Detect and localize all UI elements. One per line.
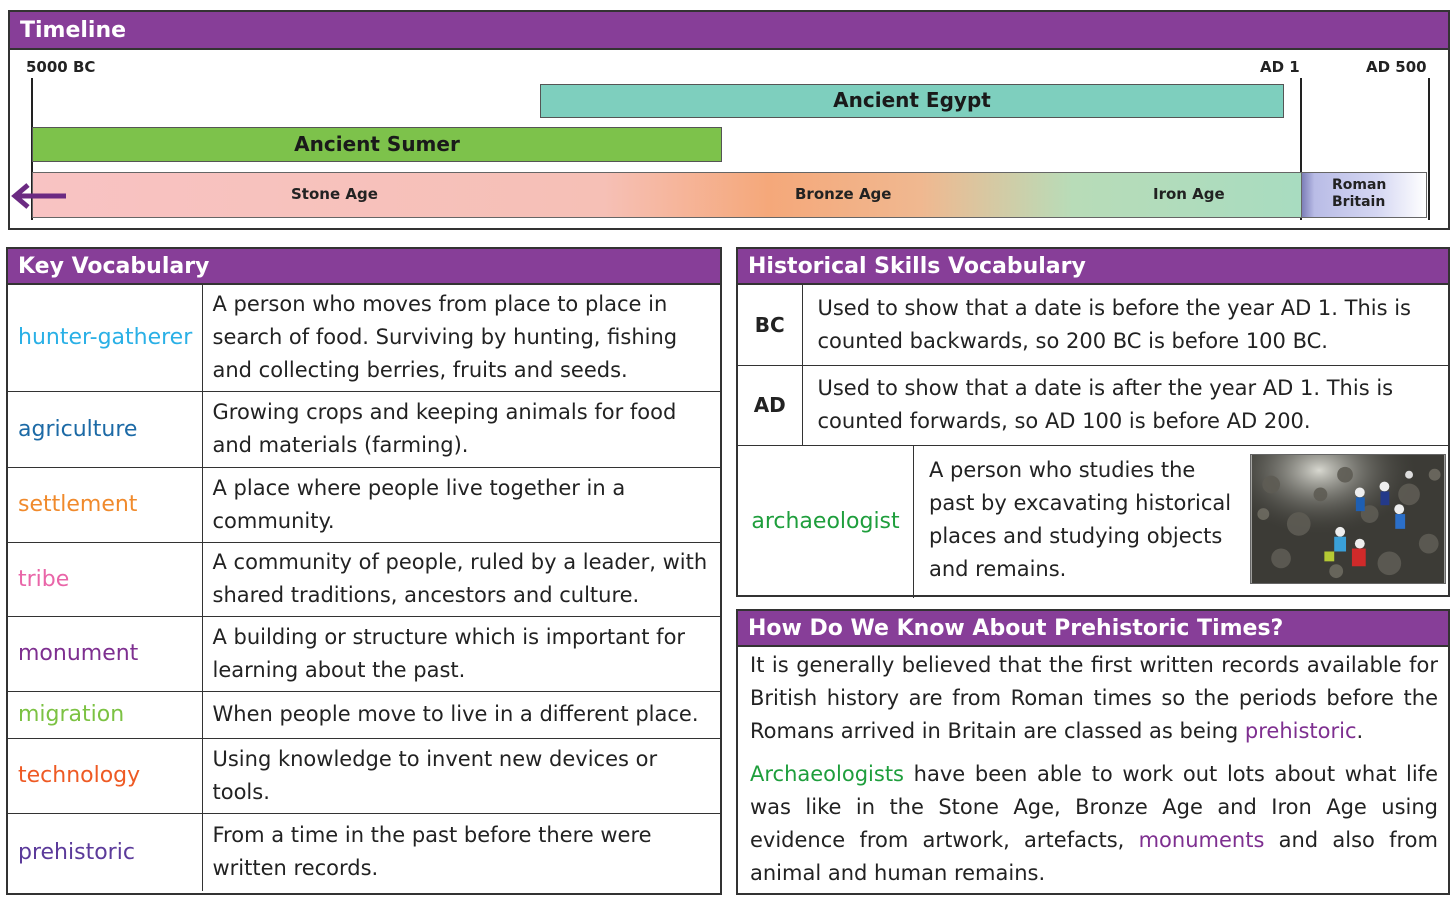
vocab-definition: When people move to live in a different place. bbox=[202, 691, 720, 738]
ancient-sumer-label: Ancient Sumer bbox=[294, 132, 460, 156]
table-row bbox=[8, 691, 720, 738]
key-vocabulary-panel bbox=[6, 247, 722, 895]
table-row bbox=[8, 285, 720, 391]
archaeologist-definition: A person who studies the past by excavating historical places and studying objects and remains. bbox=[929, 457, 1232, 581]
vocab-term: agriculture bbox=[8, 391, 202, 467]
timeline-end-label: AD 500 bbox=[1366, 58, 1427, 76]
ad-definition: Used to show that a date is after the year AD 1. This is counted forwards, so AD 100 is before AD 200. bbox=[802, 365, 1448, 445]
timeline-end-line bbox=[1428, 78, 1430, 220]
stone-age-label: Stone Age bbox=[291, 185, 378, 203]
roman-label-line2: Britain bbox=[1332, 194, 1386, 210]
vocab-term: migration bbox=[8, 691, 202, 738]
vocab-definition: A person who moves from place to place in search of food. Surviving by hunting, fishing and collecting berries, fruits and seeds. bbox=[202, 285, 720, 391]
vocab-term: hunter-gatherer bbox=[8, 285, 202, 391]
paragraph-1 bbox=[738, 649, 1448, 748]
archaeologists-highlight: Archaeologists bbox=[750, 762, 904, 786]
iron-age-label: Iron Age bbox=[1153, 185, 1225, 203]
table-row bbox=[8, 467, 720, 542]
table-row bbox=[8, 813, 720, 891]
table-row bbox=[738, 285, 1448, 365]
excavation-photo bbox=[1250, 454, 1446, 584]
vocab-definition: Growing crops and keeping animals for food and materials (farming). bbox=[202, 391, 720, 467]
vocab-definition: Using knowledge to invent new devices or tools. bbox=[202, 738, 720, 813]
table-row bbox=[738, 365, 1448, 445]
how-do-we-know-panel bbox=[736, 609, 1450, 895]
back-arrow-icon bbox=[10, 182, 70, 210]
key-vocabulary-title: Key Vocabulary bbox=[8, 249, 720, 285]
timeline-start-label: 5000 BC bbox=[26, 58, 96, 76]
bc-term: BC bbox=[738, 285, 802, 365]
para1-text: It is generally believed that the first written records available for British history are from Roman times so the periods before the Romans arrived in Britain are classed as being bbox=[750, 653, 1438, 743]
ancient-egypt-label: Ancient Egypt bbox=[833, 88, 991, 112]
vocab-term: prehistoric bbox=[8, 813, 202, 891]
vocab-definition: From a time in the past before there were written records. bbox=[212, 823, 652, 881]
roman-britain-box bbox=[1301, 172, 1427, 218]
vocab-term: settlement bbox=[8, 467, 202, 542]
ages-bar bbox=[32, 172, 1302, 218]
key-vocabulary-table bbox=[8, 285, 720, 891]
table-row bbox=[8, 616, 720, 691]
bronze-age-label: Bronze Age bbox=[795, 185, 892, 203]
para1-end: . bbox=[1356, 719, 1364, 743]
roman-label-line1: Roman bbox=[1332, 177, 1387, 193]
bc-definition: Used to show that a date is before the year AD 1. This is counted backwards, so 200 BC is before 100 BC. bbox=[802, 285, 1448, 365]
para2-end: and also from animal and human remains. bbox=[750, 828, 1438, 885]
vocab-term: monument bbox=[8, 616, 202, 691]
monuments-highlight: monuments bbox=[1138, 828, 1265, 852]
table-row bbox=[8, 738, 720, 813]
vocab-term: tribe bbox=[8, 542, 202, 616]
historical-skills-table bbox=[738, 285, 1448, 446]
ad-term: AD bbox=[738, 365, 802, 445]
vocab-definition: A place where people live together in a community. bbox=[202, 467, 720, 542]
ancient-sumer-bar bbox=[32, 127, 722, 162]
archaeologist-row bbox=[738, 446, 1448, 598]
table-row bbox=[8, 391, 720, 467]
historical-skills-title: Historical Skills Vocabulary bbox=[738, 249, 1448, 285]
paragraph-2 bbox=[738, 758, 1448, 890]
timeline-title: Timeline bbox=[10, 12, 1448, 50]
how-do-we-know-title: How Do We Know About Prehistoric Times? bbox=[738, 611, 1448, 647]
vocab-definition: A building or structure which is important for learning about the past. bbox=[202, 616, 720, 691]
table-row bbox=[8, 542, 720, 616]
timeline-ad1-label: AD 1 bbox=[1260, 58, 1300, 76]
historical-skills-panel bbox=[736, 247, 1450, 597]
para2-text: have been able to work out lots about what life was like in the Stone Age, Bronze Age and Iron Age using evidence from artwork, artefacts, bbox=[750, 762, 1438, 852]
vocab-term: technology bbox=[8, 738, 202, 813]
prehistoric-highlight: prehistoric bbox=[1244, 719, 1357, 743]
vocab-definition: A community of people, ruled by a leader, with shared traditions, ancestors and culture. bbox=[202, 542, 720, 616]
archaeologist-term: archaeologist bbox=[738, 446, 914, 598]
timeline-panel bbox=[8, 10, 1450, 230]
ancient-egypt-bar bbox=[540, 84, 1284, 118]
